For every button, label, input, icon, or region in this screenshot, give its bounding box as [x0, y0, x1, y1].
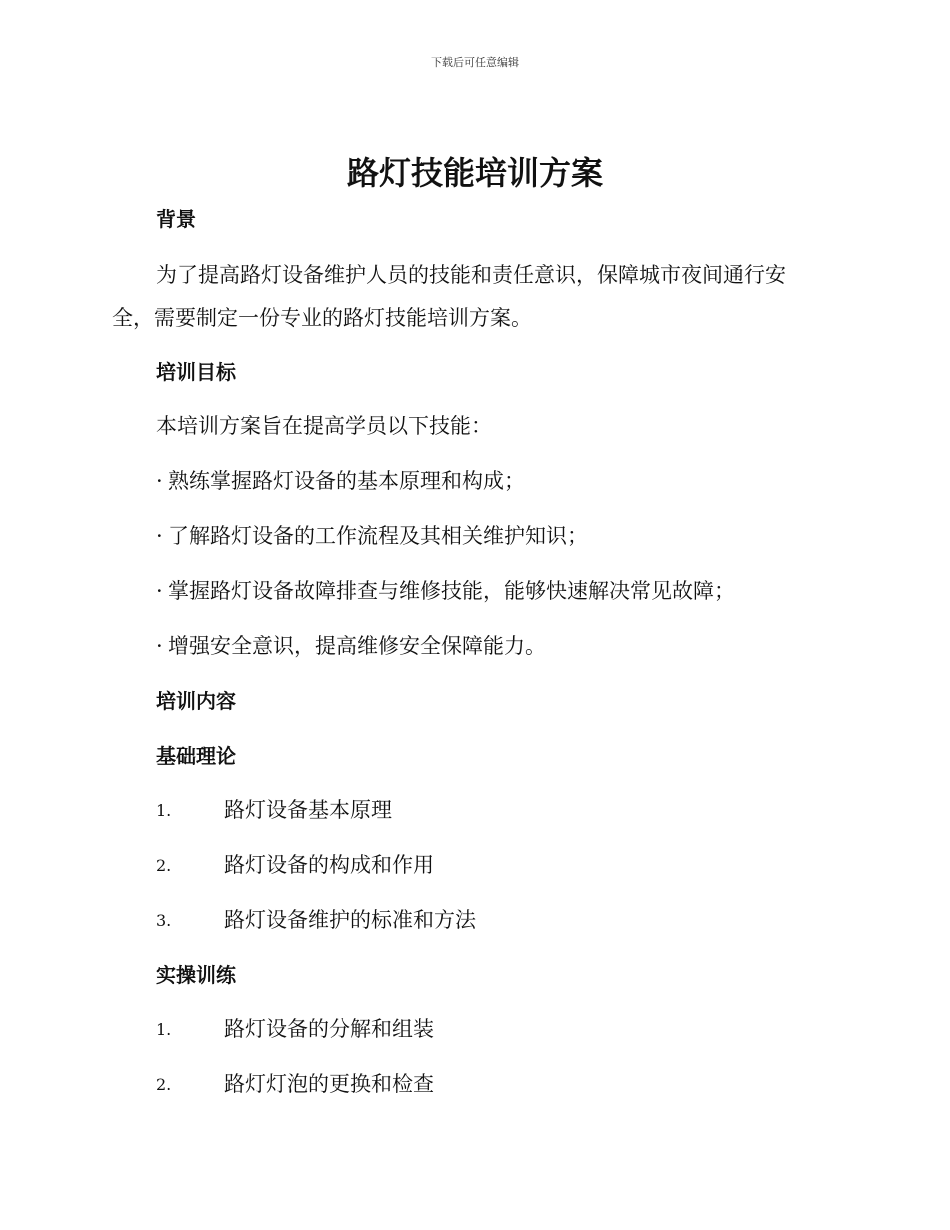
list-item: 路灯设备基本原理 [224, 798, 392, 822]
goal-bullet [156, 467, 525, 495]
goal-bullet-text: 掌握路灯设备故障排查与维修技能，能够快速解决常见故障； [168, 579, 735, 603]
document-title: 路灯技能培训方案 [346, 154, 603, 192]
list-item: 路灯灯泡的更换和检查 [224, 1072, 434, 1096]
subsection-heading-practice: 实操训练 [156, 963, 236, 987]
background-paragraph-line2: 全，需要制定一份专业的路灯技能培训方案。 [112, 306, 532, 330]
list-number: 2. [156, 856, 172, 875]
list-number: 2. [156, 1075, 172, 1094]
bullet-dot-icon: · [156, 579, 163, 603]
page-header: 下载后可任意编辑 [431, 56, 519, 69]
subsection-heading-theory: 基础理论 [156, 744, 236, 768]
bullet-dot-icon: · [156, 634, 163, 658]
bullet-dot-icon: · [156, 524, 163, 548]
list-item: 路灯设备的分解和组装 [224, 1017, 434, 1041]
section-heading-background: 背景 [156, 207, 196, 231]
section-heading-content: 培训内容 [156, 689, 236, 713]
list-number: 1. [156, 1020, 172, 1039]
bullet-dot-icon: · [156, 469, 163, 493]
goal-bullet-text: 了解路灯设备的工作流程及其相关维护知识； [168, 524, 588, 548]
goal-bullet [156, 632, 546, 660]
goal-bullet-text: 增强安全意识，提高维修安全保障能力。 [168, 634, 546, 658]
list-number: 1. [156, 801, 172, 820]
list-item: 路灯设备的构成和作用 [224, 853, 434, 877]
goal-bullet-text: 熟练掌握路灯设备的基本原理和构成； [168, 469, 525, 493]
section-heading-goals: 培训目标 [156, 360, 236, 384]
goals-intro: 本培训方案旨在提高学员以下技能： [156, 414, 492, 438]
list-item: 路灯设备维护的标准和方法 [224, 908, 476, 932]
list-number: 3. [156, 911, 172, 930]
goal-bullet [156, 577, 735, 605]
background-paragraph-line1: 为了提高路灯设备维护人员的技能和责任意识，保障城市夜间通行安 [156, 263, 786, 287]
goal-bullet [156, 522, 588, 550]
